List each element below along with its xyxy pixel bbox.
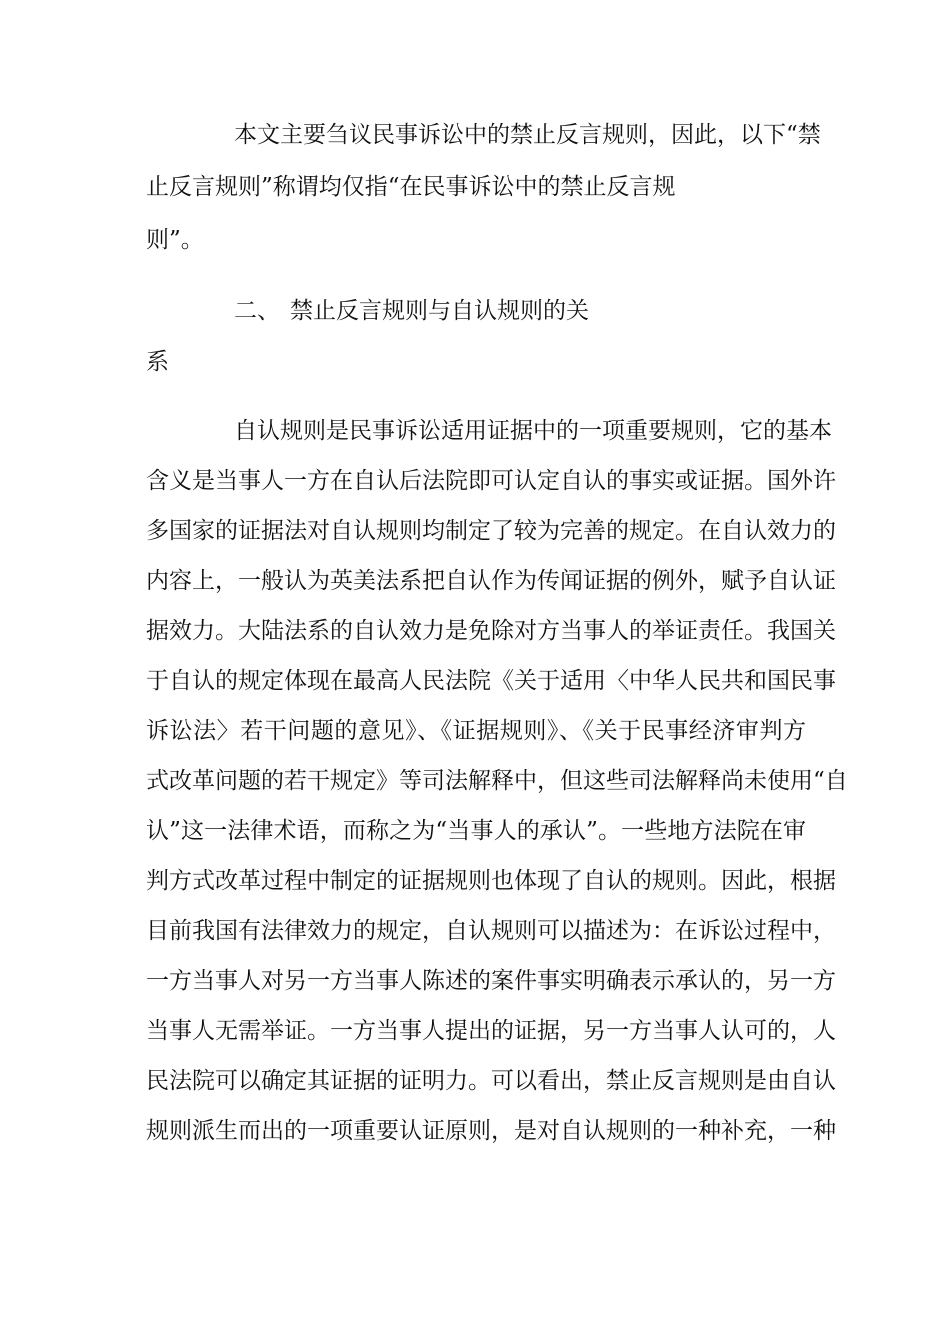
body-line: 诉讼法〉若干问题的意见》、《证据规则》、《关于民事经济审判方 [146,718,806,744]
body-line: 于自认的规定体现在最高人民法院《关于适用〈中华人民共和国民事 [146,668,836,694]
body-line: 自认规则是民事诉讼适用证据中的一项重要规则，它的基本 [234,418,832,444]
intro-line: 则”。 [146,227,204,253]
intro-line: 止反言规则”称谓均仅指“在民事诉讼中的禁止反言规 [146,174,676,200]
body-line: 当事人无需举证。一方当事人提出的证据，另一方当事人认可的，人 [146,1018,836,1044]
body-line: 内容上，一般认为英美法系把自认作为传闻证据的例外，赋予自认证 [146,568,836,594]
body-line: 式改革问题的若干规定》等司法解释中，但这些司法解释尚未使用“自 [146,768,848,794]
body-line: 多国家的证据法对自认规则均制定了较为完善的规定。在自认效力的 [146,518,836,544]
body-line: 判方式改革过程中制定的证据规则也体现了自认的规则。因此，根据 [146,868,836,894]
body-line: 含义是当事人一方在自认后法院即可认定自认的事实或证据。国外许 [146,468,836,494]
heading-number: 二、 [234,298,280,324]
body-line: 民法院可以确定其证据的证明力。可以看出，禁止反言规则是由自认 [146,1068,836,1094]
heading-title: 系 [146,349,169,375]
body-line: 据效力。大陆法系的自认效力是免除对方当事人的举证责任。我国关 [146,618,836,644]
body-line: 规则派生而出的一项重要认证原则，是对自认规则的一种补充，一种 [146,1118,836,1144]
heading-title: 禁止反言规则与自认规则的关 [290,298,589,324]
intro-line: 本文主要刍议民事诉讼中的禁止反言规则，因此，以下“禁 [234,122,821,148]
body-line: 认”这一法律术语，而称之为“当事人的承认”。一些地方法院在审 [146,818,806,844]
body-line: 一方当事人对另一方当事人陈述的案件事实明确表示承认的，另一方 [146,968,836,994]
body-line: 目前我国有法律效力的规定，自认规则可以描述为：在诉讼过程中， [146,918,836,944]
